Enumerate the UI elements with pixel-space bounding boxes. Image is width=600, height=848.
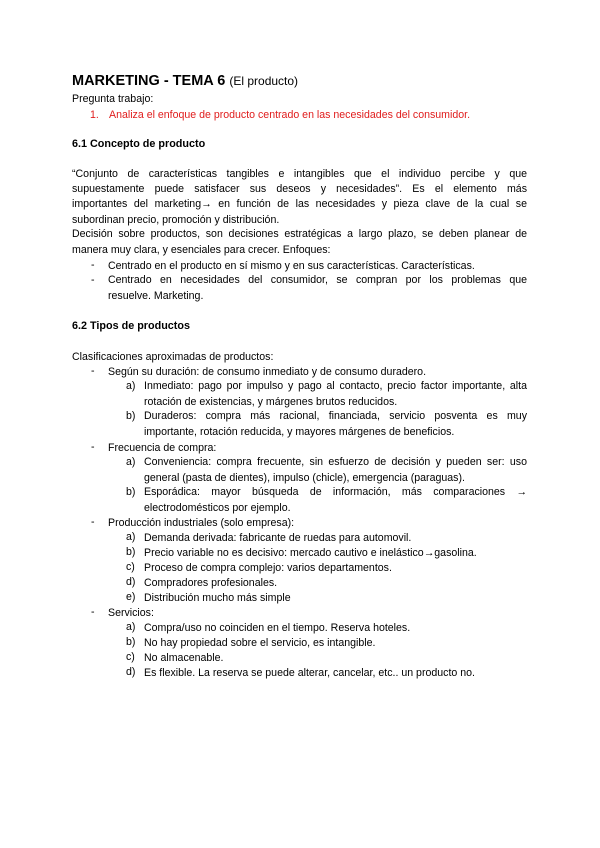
paragraph-line: “Conjunto de características tangibles e intangibles que el individuo percibe y que bbox=[72, 168, 527, 180]
section-heading-tipos: 6.2 Tipos de productos bbox=[72, 320, 190, 332]
pregunta-label: Pregunta trabajo: bbox=[72, 93, 154, 105]
item-text: Compra/uso no coinciden en el tiempo. Reserva hoteles. bbox=[144, 622, 411, 634]
item-text: rotación de existencias, y márgenes brutos reducidos. bbox=[144, 396, 398, 408]
item-text: Inmediato: pago por impulso y pago al contacto, precio factor importante, alta bbox=[144, 380, 527, 392]
paragraph-line: importantes del marketing→ en función de las necesidades y pieza clave de la cual se bbox=[72, 198, 527, 210]
group-lead: Frecuencia de compra: bbox=[108, 442, 217, 454]
item-label: a) bbox=[126, 456, 136, 468]
dash-bullet: - bbox=[91, 516, 95, 528]
item-label: d) bbox=[126, 576, 136, 588]
title-sub: (El producto) bbox=[229, 74, 299, 88]
item-label: c) bbox=[126, 651, 135, 663]
document-title bbox=[72, 73, 298, 89]
item-text: Compradores profesionales. bbox=[144, 577, 278, 589]
group-lead: Según su duración: de consumo inmediato y de consumo duradero. bbox=[108, 366, 427, 378]
bullet-text: Centrado en necesidades del consumidor, se compran por los problemas que bbox=[108, 274, 527, 286]
item-text: Proceso de compra complejo: varios departamentos. bbox=[144, 562, 392, 574]
item-text: Conveniencia: compra frecuente, sin esfuerzo de decisión y pueden ser: uso bbox=[144, 456, 527, 468]
item-text: Es flexible. La reserva se puede alterar, cancelar, etc.. un producto no. bbox=[144, 667, 475, 679]
item-text: No hay propiedad sobre el servicio, es intangible. bbox=[144, 637, 376, 649]
item-label: d) bbox=[126, 666, 136, 678]
title-main: MARKETING - TEMA 6 bbox=[72, 73, 226, 89]
item-text: importante, rotación reducida, y mayores márgenes de beneficios. bbox=[144, 426, 455, 438]
section-heading-concepto: 6.1 Concepto de producto bbox=[72, 138, 206, 150]
bullet-text: Centrado en el producto en sí mismo y en sus características. Características. bbox=[108, 260, 475, 272]
item-label: b) bbox=[126, 636, 136, 648]
item-text: general (pasta de dientes), impulso (chicle), emergencia (paraguas). bbox=[144, 472, 465, 484]
item-label: a) bbox=[126, 380, 136, 392]
paragraph-line: manera muy clara, y esenciales para crecer. Enfoques: bbox=[72, 244, 331, 256]
item-text: No almacenable. bbox=[144, 652, 224, 664]
item-label: e) bbox=[126, 591, 136, 603]
bullet-text: resuelve. Marketing. bbox=[108, 290, 204, 302]
dash-bullet: - bbox=[91, 606, 95, 618]
pregunta-item-number: 1. bbox=[90, 109, 99, 121]
item-label: b) bbox=[126, 410, 136, 422]
item-label: b) bbox=[126, 486, 136, 498]
paragraph-line: supuestamente puede satisfacer sus deseos y necesidades”. Es el elemento más bbox=[72, 183, 527, 195]
item-text: electrodomésticos por ejemplo. bbox=[144, 502, 291, 514]
item-text: Duraderos: compra más racional, financiada, servicio posventa es muy bbox=[144, 410, 527, 422]
item-label: a) bbox=[126, 531, 136, 543]
dash-bullet: - bbox=[91, 274, 95, 286]
item-text: Precio variable no es decisivo: mercado cautivo e inelástico→gasolina. bbox=[144, 547, 477, 559]
pregunta-item-text: Analiza el enfoque de producto centrado en las necesidades del consumidor. bbox=[109, 109, 471, 121]
dash-bullet: - bbox=[91, 441, 95, 453]
group-lead: Producción industriales (solo empresa): bbox=[108, 517, 295, 529]
item-text: Distribución mucho más simple bbox=[144, 592, 291, 604]
group-lead: Servicios: bbox=[108, 607, 154, 619]
paragraph-line: Decisión sobre productos, son decisiones estratégicas a largo plazo, se deben planear de bbox=[72, 228, 527, 240]
dash-bullet: - bbox=[91, 365, 95, 377]
item-label: c) bbox=[126, 561, 135, 573]
item-text: Esporádica: mayor búsqueda de información, más comparaciones → bbox=[144, 486, 527, 498]
item-text: Demanda derivada: fabricante de ruedas para automovil. bbox=[144, 532, 412, 544]
section-intro: Clasificaciones aproximadas de productos: bbox=[72, 351, 274, 363]
item-label: b) bbox=[126, 546, 136, 558]
paragraph-line: subordinan precio, promoción y distribución. bbox=[72, 214, 280, 226]
dash-bullet: - bbox=[91, 259, 95, 271]
item-label: a) bbox=[126, 621, 136, 633]
